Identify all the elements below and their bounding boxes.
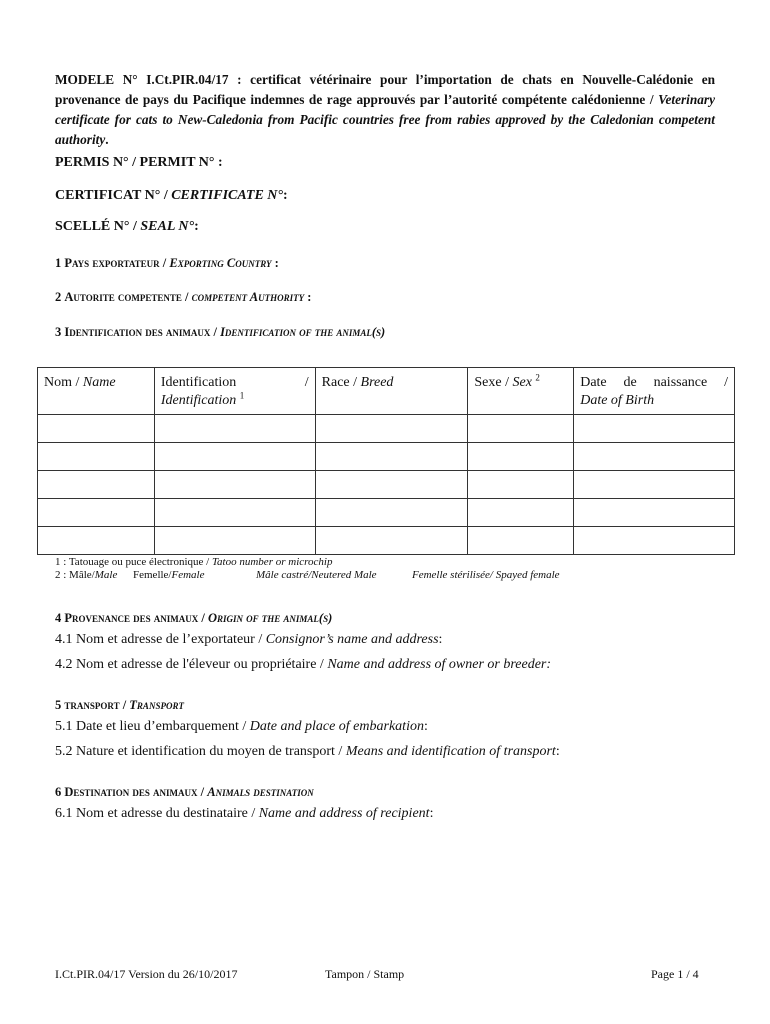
table-cell[interactable] — [38, 443, 155, 471]
section-6-en: Animals destination — [207, 785, 314, 799]
section-4-en: Origin of the animal(s) — [208, 611, 333, 625]
section-2-en: competent Authority — [191, 290, 305, 304]
title-french: MODELE N° I.Ct.PIR.04/17 : certificat vétérinaire pour l’importation de chats en Nouvelle-Calédonie en provenance de pays du Pacifique indemnes de rage approuvés par l’autorité compétente calédonienne / — [55, 72, 715, 107]
header-sex-en: Sex — [512, 375, 532, 390]
header-breed-en: Breed — [360, 375, 394, 390]
footnote-2-spayed: Femelle stérilisée/ Spayed female — [412, 569, 560, 581]
header-name-fr: Nom / — [44, 375, 83, 390]
section-1-fr: Pays exportateur / — [64, 256, 170, 270]
table-cell[interactable] — [468, 527, 574, 555]
table-cell[interactable] — [38, 471, 155, 499]
table-row — [38, 527, 735, 555]
section-5-number: 5 — [55, 698, 65, 712]
line-6-1 — [55, 806, 433, 822]
section-6-number: 6 — [55, 785, 65, 799]
section-2-end: : — [304, 290, 312, 304]
document-title — [55, 70, 715, 150]
table-row — [38, 471, 735, 499]
line-4-2-fr: 4.2 Nom et adresse de l'éleveur ou propriétaire / — [55, 657, 328, 672]
table-footnotes — [55, 556, 560, 582]
section-1-number: 1 — [55, 256, 65, 270]
table-row — [38, 499, 735, 527]
table-cell[interactable] — [468, 415, 574, 443]
section-1-end: : — [271, 256, 279, 270]
section-3-fr: Identification des animaux / — [64, 325, 221, 339]
animal-identification-table — [37, 367, 735, 555]
table-cell[interactable] — [574, 415, 735, 443]
header-identification-en: Identification — [160, 393, 237, 408]
seal-field — [55, 219, 199, 235]
line-5-2-en: Means and identification of transport — [345, 744, 556, 759]
table-cell[interactable] — [154, 499, 315, 527]
table-cell[interactable] — [574, 443, 735, 471]
table-row — [38, 415, 735, 443]
permit-field — [55, 155, 223, 171]
header-name — [38, 368, 155, 415]
table-row — [38, 443, 735, 471]
table-cell[interactable] — [154, 527, 315, 555]
line-6-1-fr: 6.1 Nom et adresse du destinataire / — [55, 806, 259, 821]
table-cell[interactable] — [154, 443, 315, 471]
footer-version: I.Ct.PIR.04/17 Version du 26/10/2017 — [55, 967, 238, 981]
certificate-label-fr: CERTIFICAT N° / — [55, 188, 172, 203]
line-5-1-fr: 5.1 Date et lieu d’embarquement / — [55, 719, 250, 734]
header-dob-en: Date of Birth — [580, 393, 655, 408]
table-cell[interactable] — [315, 415, 468, 443]
footnote-2 — [55, 569, 560, 582]
section-6-fr: Destination des animaux / — [64, 785, 208, 799]
table-cell[interactable] — [574, 499, 735, 527]
section-5-en: Transport — [129, 698, 184, 712]
table-cell[interactable] — [468, 471, 574, 499]
section-3-heading — [55, 325, 385, 340]
table-cell[interactable] — [38, 499, 155, 527]
table-cell[interactable] — [38, 527, 155, 555]
footnote-2-female-en: Female — [171, 569, 205, 581]
title-english: Veterinary certificate for cats to New-Caledonia from Pacific countries free from rabies approved by the Caledonian competent authority — [55, 92, 715, 147]
section-3-en: Identification of the animal(s) — [220, 325, 386, 339]
footnote-1 — [55, 556, 560, 569]
header-identification-slash: / — [304, 375, 309, 390]
seal-label-end: : — [194, 219, 199, 234]
header-date-of-birth — [574, 368, 735, 415]
footnote-2-neutered: Mâle castré/Neutered Male — [256, 569, 377, 581]
line-4-1-en: Consignor’s name and address — [265, 632, 439, 647]
footnote-2-male-fr: 2 : Mâle/ — [55, 569, 95, 581]
footnote-1-fr: 1 : Tatouage ou puce électronique / — [55, 556, 212, 568]
line-5-2 — [55, 744, 560, 760]
table-cell[interactable] — [315, 499, 468, 527]
footnote-ref-2: 2 — [535, 372, 540, 383]
certificate-label-end: : — [283, 188, 288, 203]
section-1-en: Exporting Country — [169, 256, 272, 270]
header-sex-fr: Sexe / — [474, 375, 513, 390]
table-header-row — [38, 368, 735, 415]
section-4-number: 4 — [55, 611, 65, 625]
header-name-en: Name — [82, 375, 116, 390]
footnote-1-en: Tatoo number or microchip — [211, 556, 333, 568]
table-cell[interactable] — [154, 415, 315, 443]
section-2-number: 2 — [55, 290, 65, 304]
section-2-heading — [55, 290, 311, 305]
header-sex — [468, 368, 574, 415]
section-5-fr: transport / — [64, 698, 130, 712]
footnote-2-male-en: Male — [94, 569, 118, 581]
certificate-label-en: CERTIFICATE N° — [171, 188, 284, 203]
line-4-1-end: : — [438, 632, 443, 647]
line-4-1-fr: 4.1 Nom et adresse de l’exportateur / — [55, 632, 266, 647]
section-2-fr: Autorite competente / — [64, 290, 192, 304]
permit-label: PERMIS N° / PERMIT N° : — [55, 155, 223, 170]
line-6-1-en: Name and address of recipient — [258, 806, 430, 821]
table-cell[interactable] — [468, 443, 574, 471]
table-cell[interactable] — [574, 527, 735, 555]
line-5-1-en: Date and place of embarkation — [249, 719, 424, 734]
table-cell[interactable] — [574, 471, 735, 499]
title-end: . — [105, 132, 109, 147]
section-3-number: 3 — [55, 325, 65, 339]
footnote-ref-1: 1 — [239, 390, 245, 401]
footer-stamp: Tampon / Stamp — [325, 967, 405, 981]
section-6-heading — [55, 785, 314, 800]
header-breed — [315, 368, 468, 415]
line-4-2 — [55, 657, 551, 673]
section-4-fr: Provenance des animaux / — [64, 611, 208, 625]
section-1-heading — [55, 256, 279, 271]
header-breed-fr: Race / — [321, 375, 361, 390]
table-cell[interactable] — [468, 499, 574, 527]
table-cell[interactable] — [315, 443, 468, 471]
seal-label-fr: SCELLÉ N° / — [55, 219, 141, 234]
table-cell[interactable] — [315, 527, 468, 555]
header-identification-fr: Identification — [160, 375, 237, 390]
footer-page-number: Page 1 / 4 — [651, 967, 699, 981]
seal-label-en: SEAL N° — [140, 219, 195, 234]
line-5-2-fr: 5.2 Nature et identification du moyen de transport / — [55, 744, 346, 759]
line-5-2-end: : — [555, 744, 560, 759]
table-cell[interactable] — [315, 471, 468, 499]
section-5-heading — [55, 698, 184, 713]
table-cell[interactable] — [154, 471, 315, 499]
line-4-2-en: Name and address of owner or breeder: — [327, 657, 552, 672]
header-dob-fr: Date de naissance / — [580, 375, 728, 390]
footnote-2-female-fr: Femelle/ — [133, 569, 172, 581]
header-identification — [154, 368, 315, 415]
line-5-1 — [55, 719, 428, 735]
table-cell[interactable] — [38, 415, 155, 443]
line-4-1 — [55, 632, 442, 648]
section-4-heading — [55, 611, 332, 626]
line-5-1-end: : — [423, 719, 428, 734]
line-6-1-end: : — [429, 806, 434, 821]
certificate-field — [55, 188, 288, 204]
